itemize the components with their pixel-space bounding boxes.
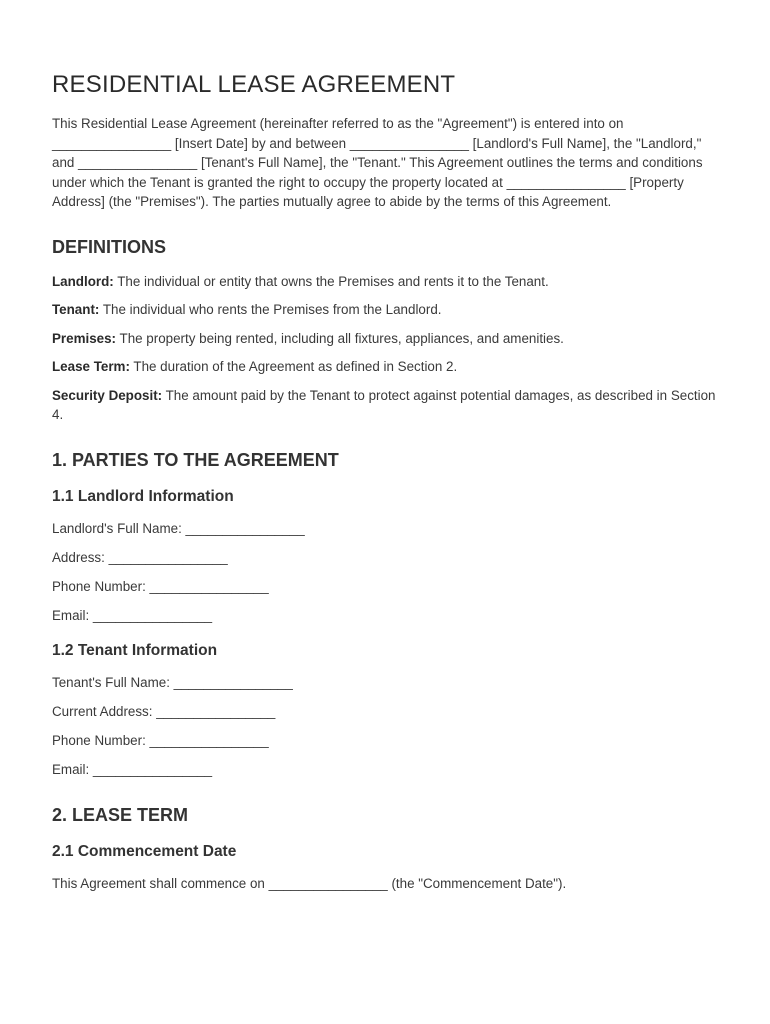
definition-term: Lease Term: (52, 359, 130, 374)
definition-tenant (52, 300, 718, 320)
tenant-address-field: Current Address: ________________ (52, 704, 276, 719)
landlord-email-field: Email: ________________ (52, 607, 213, 623)
tenant-name-field: Tenant's Full Name: ________________ (52, 675, 293, 690)
definition-security-deposit (52, 386, 718, 425)
definition-lease-term (52, 357, 718, 377)
tenant-phone-field: Phone Number: ________________ (52, 733, 269, 748)
definition-term: Premises: (52, 330, 117, 346)
definition-text: The property being rented, including all fixtures, appliances, and amenities. (116, 330, 564, 346)
tenant-email-field: Email: ________________ (52, 762, 213, 777)
landlord-name-field: Landlord's Full Name: ________________ (52, 520, 305, 536)
definition-landlord (52, 272, 718, 292)
landlord-address-field: Address: ________________ (52, 549, 228, 565)
landlord-phone-field: Phone Number: ________________ (52, 578, 269, 594)
commencement-date-heading: 2.1 Commencement Date (52, 842, 237, 860)
definition-text: The individual who rents the Premises from the Landlord. (99, 302, 442, 317)
definition-text: The individual or entity that owns the Premises and rents it to the Tenant. (113, 273, 549, 289)
commencement-date-text: This Agreement shall commence on ________________ (the "Commencement Date"). (52, 875, 567, 891)
intro-paragraph: This Residential Lease Agreement (hereinafter referred to as the "Agreement") is entered into on ________________ [Insert Date] by and between ________________ [Landlord's Full Name], the "Landlord," and ________________ [Tenant's Full Name], the "Tenant." This Agreement outlines the terms and conditions under which the Tenant is granted the right to occupy the property located at ________________ [Property Address] (the "Premises"). The parties mutually agree to abide by the terms of this Agreement. (52, 116, 703, 209)
tenant-info-heading: 1.2 Tenant Information (52, 642, 218, 659)
definition-text: The duration of the Agreement as defined in Section 2. (129, 359, 458, 374)
definitions-heading: DEFINITIONS (52, 236, 167, 257)
definition-premises (52, 329, 718, 349)
section-2-heading: 2. LEASE TERM (52, 804, 189, 825)
document-title: RESIDENTIAL LEASE AGREEMENT (52, 71, 456, 98)
landlord-info-heading: 1.1 Landlord Information (52, 487, 234, 505)
definition-text: The amount paid by the Tenant to protect against potential damages, as described in Section 4. (52, 387, 716, 422)
definition-term: Tenant: (52, 302, 100, 317)
definition-term: Landlord: (52, 273, 114, 289)
definition-term: Security Deposit: (52, 387, 163, 403)
section-1-heading: 1. PARTIES TO THE AGREEMENT (52, 449, 339, 470)
